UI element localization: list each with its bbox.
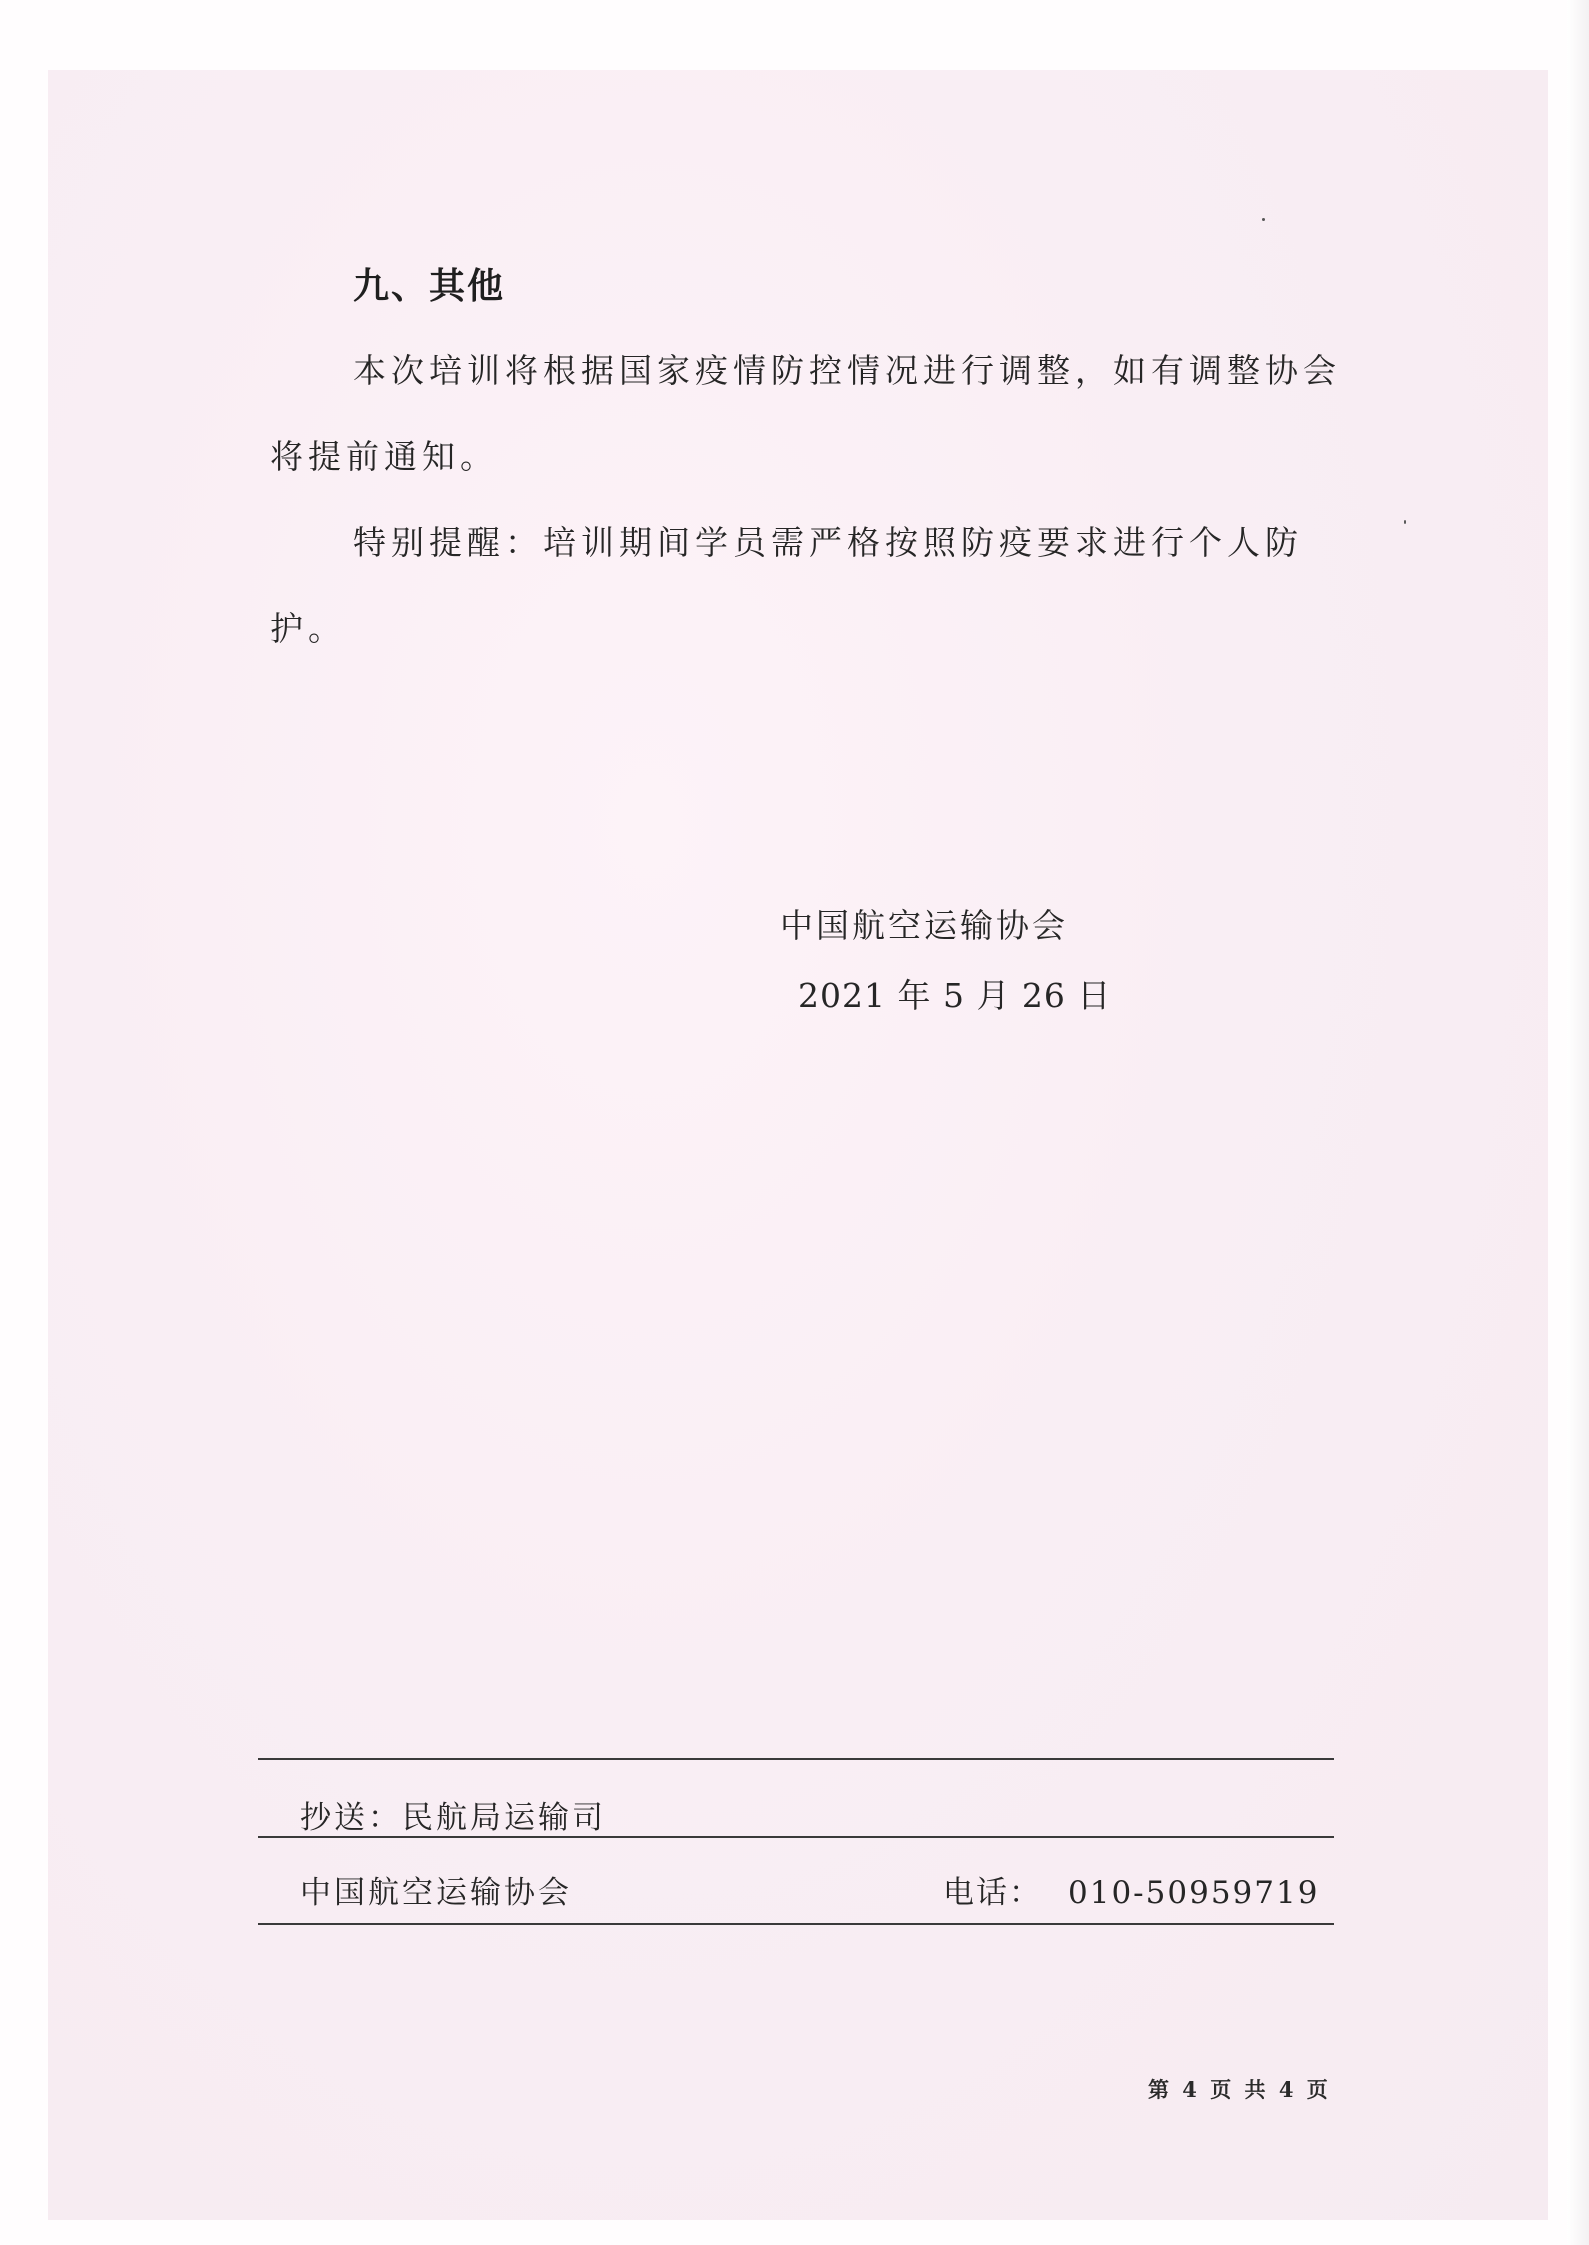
signature-organization: 中国航空运输协会 xyxy=(780,906,1068,945)
cc-recipient: 抄送：民航局运输司 xyxy=(300,1800,606,1836)
section-heading: 九、其他 xyxy=(353,266,506,307)
divider-line xyxy=(258,1923,1334,1925)
phone-label: 电话： xyxy=(943,1875,1042,1911)
signature-date: 2021 年 5 月 26 日 xyxy=(798,976,1112,1015)
phone-number: 010-50959719 xyxy=(1068,1875,1320,1911)
paragraph-adjustment-notice: 本次培训将根据国家疫情防控情况进行调整，如有调整协会将提前通知。 xyxy=(270,351,1341,476)
scan-edge xyxy=(1567,0,1589,2245)
contact-phone xyxy=(943,1867,1319,1912)
signature-block xyxy=(780,900,1140,1017)
divider-line xyxy=(258,1836,1334,1838)
issuer-organization: 中国航空运输协会 xyxy=(300,1875,572,1911)
divider-line xyxy=(258,1758,1334,1760)
page-indicator: 第 4 页 共 4 页 xyxy=(1148,2077,1331,2102)
paragraph-special-reminder: 特别提醒：培训期间学员需严格按照防疫要求进行个人防护。 xyxy=(270,523,1303,648)
scan-speck xyxy=(1262,218,1265,221)
scan-speck xyxy=(1404,520,1406,524)
